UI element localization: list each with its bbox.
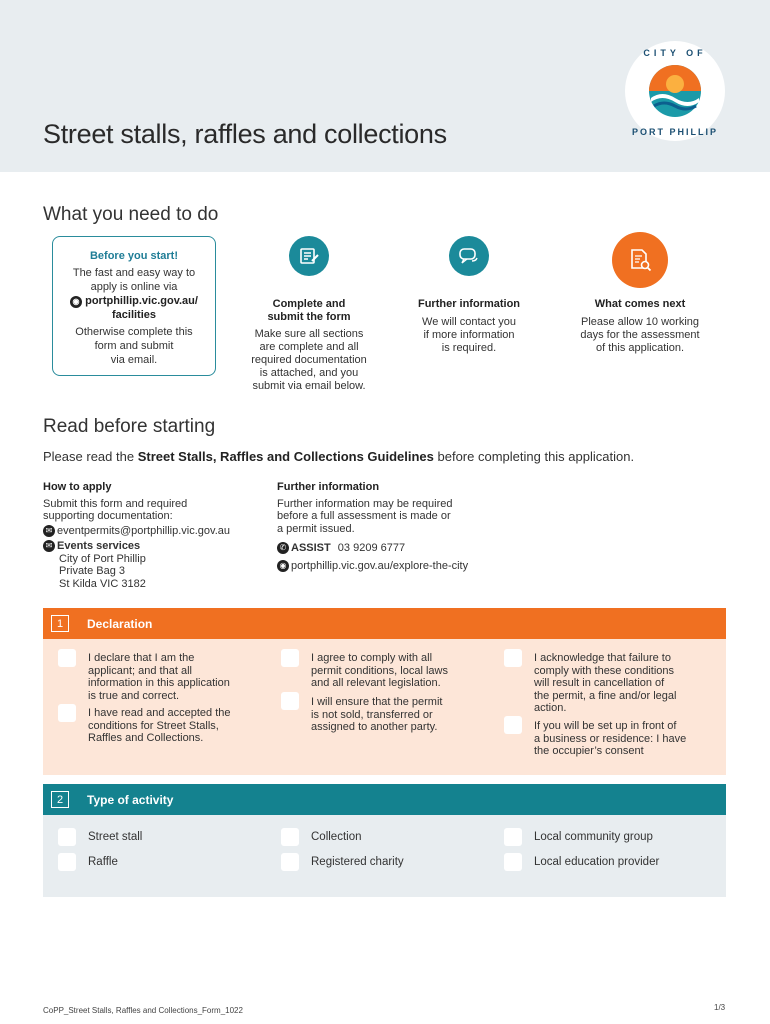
step-title: Further information (417, 298, 521, 310)
declaration-text: I will ensure that the permit is not sold, transferred or assigned to another party. (311, 696, 443, 733)
column-line: Further information may be required (277, 497, 453, 510)
step-complete-submit (234, 236, 384, 393)
step-line: submit via email below. (252, 380, 366, 392)
address-line: City of Port Phillip (59, 552, 146, 565)
column-title: Further information (277, 481, 380, 493)
before-line: apply is online via (90, 281, 178, 293)
phone-icon: ✆ (277, 542, 289, 554)
page-title: Street stalls, raffles and collections (43, 119, 447, 149)
declaration-text: I agree to comply with all permit conditions, local laws and all relevant legislation. (311, 652, 448, 689)
declaration-body (43, 639, 726, 775)
further-info-column (277, 481, 468, 572)
address-line: Private Bag 3 (59, 565, 126, 577)
column-title: How to apply (43, 481, 112, 493)
services-label: Events services (57, 540, 141, 552)
document-search-icon (612, 232, 668, 288)
assist-phone[interactable] (277, 542, 468, 555)
step-title: Complete and submit the form (267, 298, 351, 323)
link-text[interactable]: facilities (111, 309, 157, 321)
local-community-group-checkbox[interactable] (504, 828, 522, 846)
events-services (43, 540, 230, 553)
step-line: of this application. (595, 342, 685, 354)
step-line: is attached, and you (259, 367, 359, 379)
before-line: The fast and easy way to (72, 267, 196, 279)
page-number: 1/3 (714, 1003, 726, 1012)
link-text: portphillip.vic.gov.au/ (85, 295, 198, 307)
web-text: portphillip.vic.gov.au/explore-the-city (291, 559, 469, 572)
explore-link[interactable] (277, 560, 468, 573)
section-heading-what-you-need: What you need to do (43, 204, 219, 225)
web-icon: ◉ (70, 296, 82, 308)
column-line: before a full assessment is made or (277, 510, 451, 522)
street-stall-checkbox[interactable] (58, 828, 76, 846)
before-title: Before you start! (89, 250, 179, 262)
column-line: a permit issued. (277, 522, 355, 535)
option-label: Local community group (534, 831, 653, 843)
declaration-text: If you will be set up in front of a business or residence: I have the occupier’s consent (534, 720, 687, 757)
step-line: are complete and all (259, 341, 359, 353)
raffle-checkbox[interactable] (58, 853, 76, 871)
svg-text:CITY OF: CITY OF (643, 48, 707, 58)
section-heading-read-before: Read before starting (43, 416, 216, 437)
speech-bubble-icon (449, 236, 489, 276)
before-line: via email. (110, 354, 158, 366)
option-label: Street stall (88, 831, 143, 843)
type-of-activity-header (43, 784, 726, 815)
email-text: eventpermits@portphillip.vic.gov.au (57, 524, 230, 537)
mail-icon: ✉ (43, 540, 55, 552)
option-label: Registered charity (311, 856, 404, 868)
column-line: Submit this form and required (43, 497, 188, 510)
before-you-start-box (52, 236, 216, 376)
guidelines-link[interactable]: Street Stalls, Raffles and Collections Guidelines (137, 449, 434, 464)
before-line: form and submit (94, 340, 174, 352)
option-label: Collection (311, 831, 362, 843)
step-title: What comes next (594, 298, 686, 310)
step-line: days for the assessment (580, 329, 700, 341)
step-line: required documentation (251, 354, 367, 366)
step-further-information (394, 236, 544, 355)
type-of-activity-body (43, 815, 726, 897)
acknowledge-checkbox[interactable] (504, 649, 522, 667)
registered-charity-checkbox[interactable] (281, 853, 299, 871)
declare-checkbox[interactable] (58, 649, 76, 667)
guidelines-intro: Please read the Street Stalls, Raffles and Collections Guidelines before completing this application. (43, 449, 635, 464)
step-what-comes-next (565, 236, 715, 355)
not-transferred-checkbox[interactable] (281, 692, 299, 710)
form-icon (289, 236, 329, 276)
occupier-consent-checkbox[interactable] (504, 716, 522, 734)
local-education-provider-checkbox[interactable] (504, 853, 522, 871)
section-number: 2 (51, 791, 69, 808)
email-link[interactable] (43, 525, 230, 538)
column-line: supporting documentation: (43, 510, 173, 522)
form-code: CoPP_Street Stalls, Raffles and Collections_Form_1022 (43, 1006, 243, 1015)
step-line: is required. (441, 342, 497, 354)
city-of-port-phillip-logo (624, 40, 726, 142)
facilities-link[interactable] (53, 294, 215, 308)
svg-text:PORT PHILLIP: PORT PHILLIP (631, 127, 719, 137)
step-line: Please allow 10 working (580, 316, 699, 328)
how-to-apply-column (43, 481, 230, 590)
address-line: St Kilda VIC 3182 (59, 577, 146, 590)
collection-checkbox[interactable] (281, 828, 299, 846)
declaration-text: I have read and accepted the conditions for Street Stalls, Raffles and Collections. (88, 707, 231, 744)
step-line: Make sure all sections (254, 328, 364, 340)
section-title: Declaration (87, 616, 153, 631)
option-label: Raffle (88, 856, 118, 868)
web-icon: ◉ (277, 560, 289, 572)
declaration-text: I declare that I am the applicant; and that all information in this application is true and correct. (88, 652, 230, 702)
step-line: if more information (423, 329, 515, 341)
declaration-header (43, 608, 726, 639)
assist-label: ASSIST (291, 542, 331, 554)
declaration-text: I acknowledge that failure to comply with these conditions will result in cancellation of the permit, a fine and/or legal action. (534, 652, 677, 714)
email-icon: ✉ (43, 525, 55, 537)
before-line: Otherwise complete this (75, 326, 193, 338)
comply-checkbox[interactable] (281, 649, 299, 667)
conditions-accepted-checkbox[interactable] (58, 704, 76, 722)
phone-number: 03 9209 6777 (337, 542, 406, 554)
option-label: Local education provider (534, 856, 660, 868)
section-number: 1 (51, 615, 69, 632)
section-title: Type of activity (87, 792, 174, 807)
step-line: We will contact you (422, 316, 516, 328)
